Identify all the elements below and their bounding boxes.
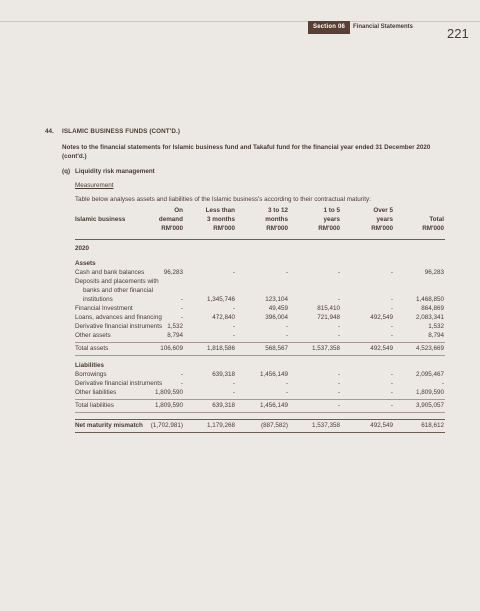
net-mismatch-row-cell: (1,702,981) <box>150 422 183 429</box>
asset-row-cell: 2,083,341 <box>415 314 444 321</box>
total-assets-row-cell: 106,609 <box>160 345 183 352</box>
table-rule <box>75 239 445 240</box>
asset-row-label: Cash and bank balances <box>75 269 145 276</box>
liability-row <box>75 371 445 380</box>
asset-row <box>75 323 445 332</box>
table-rule <box>75 355 445 356</box>
total-assets-row-cell: 4,523,669 <box>415 345 444 352</box>
column-header: RM'000 <box>161 225 183 232</box>
total-liabilities-row-cell: - <box>337 402 340 409</box>
liability-row-label: Other liabilities <box>75 389 117 396</box>
table-rule <box>75 432 445 433</box>
total-assets-row-cell: 492,549 <box>370 345 393 352</box>
column-header: demand <box>158 216 183 223</box>
assets-heading <box>75 260 445 269</box>
asset-row-cell: - <box>337 323 340 330</box>
asset-row-cell: 1,345,746 <box>206 296 235 303</box>
column-header: Over 5 <box>373 207 393 214</box>
column-header: years <box>323 216 340 223</box>
liability-row-cell: 639,318 <box>212 371 235 378</box>
column-header-row <box>75 225 445 234</box>
asset-row-cell: 8,794 <box>428 332 444 339</box>
asset-row-label: Derivative financial instruments <box>75 323 163 330</box>
subsection-letter: (q) <box>62 168 71 175</box>
asset-row-cell: - <box>285 332 288 339</box>
asset-row-cell: - <box>232 305 235 312</box>
liability-row-cell: - <box>390 380 393 387</box>
total-assets-row-cell: 568,567 <box>265 345 288 352</box>
net-mismatch-row-label: Net maturity mismatch <box>75 422 143 429</box>
column-header-row <box>75 216 445 225</box>
asset-row <box>75 305 445 314</box>
liability-row <box>75 389 445 398</box>
table-rule <box>75 412 445 413</box>
table-rule <box>75 342 445 343</box>
asset-row-cell: 472,840 <box>212 314 235 321</box>
asset-row-cell: - <box>337 332 340 339</box>
liability-row-cell: 1,456,149 <box>259 371 288 378</box>
asset-row-cell: 1,532 <box>428 323 444 330</box>
liability-row-cell: - <box>390 371 393 378</box>
asset-row-cell: - <box>390 332 393 339</box>
asset-row-cell: - <box>337 269 340 276</box>
column-header: RM'000 <box>266 225 288 232</box>
table-rule <box>75 419 445 420</box>
liability-row <box>75 380 445 389</box>
year-heading-label: 2020 <box>75 245 90 252</box>
total-assets-row-cell: 1,818,586 <box>206 345 235 352</box>
asset-row-cell: - <box>390 305 393 312</box>
section-title: Financial Statements <box>353 24 414 30</box>
net-mismatch-row-cell: 1,537,358 <box>311 422 340 429</box>
liability-row-cell: - <box>232 380 235 387</box>
asset-row <box>75 296 445 305</box>
liability-row-cell: - <box>337 371 340 378</box>
column-header: On <box>174 207 183 214</box>
column-header: Less than <box>205 207 235 214</box>
total-assets-row-label: Total assets <box>75 345 109 352</box>
asset-row-cell: - <box>180 296 183 303</box>
asset-row-cell: - <box>180 305 183 312</box>
asset-row-cell: 96,283 <box>163 269 183 276</box>
total-liabilities-row-cell: 1,456,149 <box>259 402 288 409</box>
column-header-row <box>75 207 445 216</box>
column-header: RM'000 <box>371 225 393 232</box>
total-liabilities-row-cell: 3,905,057 <box>415 402 444 409</box>
liability-row-cell: - <box>232 389 235 396</box>
maturity-table <box>75 207 445 433</box>
asset-row-cell: - <box>390 323 393 330</box>
total-liabilities-row-label: Total liabilities <box>75 402 114 409</box>
measurement-heading: Measurement <box>75 182 114 189</box>
asset-row-cell: - <box>285 323 288 330</box>
liabilities-heading-label: Liabilities <box>75 362 105 369</box>
liability-row-cell: - <box>180 371 183 378</box>
column-header: RM'000 <box>213 225 235 232</box>
liability-row-cell: - <box>285 389 288 396</box>
liability-row-cell: - <box>337 389 340 396</box>
asset-row-cell: - <box>232 269 235 276</box>
note-title: ISLAMIC BUSINESS FUNDS (CONT'D.) <box>62 128 181 135</box>
column-header: 1 to 5 <box>323 207 340 214</box>
asset-row-cell: - <box>180 314 183 321</box>
asset-row-cell: - <box>390 296 393 303</box>
net-mismatch-row <box>75 422 445 431</box>
asset-row <box>75 287 445 296</box>
liability-row-label: Derivative financial instruments <box>75 380 163 387</box>
total-liabilities-row-cell: 1,809,590 <box>154 402 183 409</box>
table-rule <box>75 399 445 400</box>
subsection-title: Liquidity risk management <box>75 168 155 175</box>
liability-row-cell: - <box>180 380 183 387</box>
asset-row-cell: 49,459 <box>268 305 288 312</box>
asset-row-cell: 1,468,850 <box>415 296 444 303</box>
asset-row-cell: 864,869 <box>421 305 444 312</box>
column-header: years <box>376 216 393 223</box>
liability-row-cell: 1,809,590 <box>415 389 444 396</box>
total-assets-row-cell: 1,537,358 <box>311 345 340 352</box>
asset-row-cell: 396,004 <box>265 314 288 321</box>
liability-row-cell: - <box>285 380 288 387</box>
asset-row <box>75 269 445 278</box>
asset-row <box>75 332 445 341</box>
column-header: 3 months <box>207 216 235 223</box>
column-header: 3 to 12 <box>268 207 288 214</box>
asset-row-cell: 96,283 <box>424 269 444 276</box>
asset-row-cell: 492,549 <box>370 314 393 321</box>
total-liabilities-row-cell: 639,318 <box>212 402 235 409</box>
assets-heading-label: Assets <box>75 260 96 267</box>
liability-row-cell: - <box>337 380 340 387</box>
liability-row-label: Borrowings <box>75 371 107 378</box>
column-header: Total <box>429 216 444 223</box>
column-header: RM'000 <box>318 225 340 232</box>
asset-row-label: Deposits and placements with <box>75 278 159 285</box>
net-mismatch-row-cell: (887,582) <box>261 422 288 429</box>
asset-row-cell: 721,948 <box>317 314 340 321</box>
column-header: RM'000 <box>422 225 444 232</box>
total-liabilities-row <box>75 402 445 411</box>
asset-row <box>75 314 445 323</box>
note-intro: Notes to the financial statements for Islamic business fund and Takaful fund for the financial year ended 31 December 2020 (cont'd.) <box>62 144 431 160</box>
asset-row-label: Loans, advances and financing <box>75 314 162 321</box>
year-heading <box>75 245 445 254</box>
asset-row <box>75 278 445 287</box>
asset-row-cell: - <box>232 323 235 330</box>
asset-row-cell: - <box>232 332 235 339</box>
column-header: months <box>265 216 288 223</box>
liability-row-cell: 1,809,590 <box>154 389 183 396</box>
total-liabilities-row-cell: - <box>390 402 393 409</box>
asset-row-cell: - <box>390 269 393 276</box>
section-label: Section 06 <box>308 21 350 34</box>
asset-row-cell: 815,410 <box>317 305 340 312</box>
liability-row-cell: - <box>441 380 444 387</box>
asset-row-label: Financial Investment <box>75 305 133 312</box>
note-number: 44. <box>45 128 54 135</box>
asset-row-cell: 8,794 <box>167 332 183 339</box>
row-label-header: Islamic business <box>75 216 126 223</box>
liability-row-cell: - <box>390 389 393 396</box>
asset-row-cell: - <box>285 269 288 276</box>
asset-row-cell: 123,104 <box>265 296 288 303</box>
table-intro: Table below analyses assets and liabilities of the Islamic business's according to their contractual maturity: <box>75 196 371 203</box>
liability-row-cell: 2,095,467 <box>415 371 444 378</box>
total-assets-row <box>75 345 445 354</box>
net-mismatch-row-cell: 1,179,268 <box>206 422 235 429</box>
net-mismatch-row-cell: 618,612 <box>421 422 444 429</box>
asset-row-cell: 1,532 <box>167 323 183 330</box>
net-mismatch-row-cell: 492,549 <box>370 422 393 429</box>
asset-row-label: Other assets <box>75 332 111 339</box>
asset-row-label: banks and other financial <box>83 287 154 294</box>
page-number: 221 <box>447 26 469 41</box>
asset-row-cell: - <box>337 296 340 303</box>
asset-row-label: institutions <box>83 296 113 303</box>
liabilities-heading <box>75 362 445 371</box>
